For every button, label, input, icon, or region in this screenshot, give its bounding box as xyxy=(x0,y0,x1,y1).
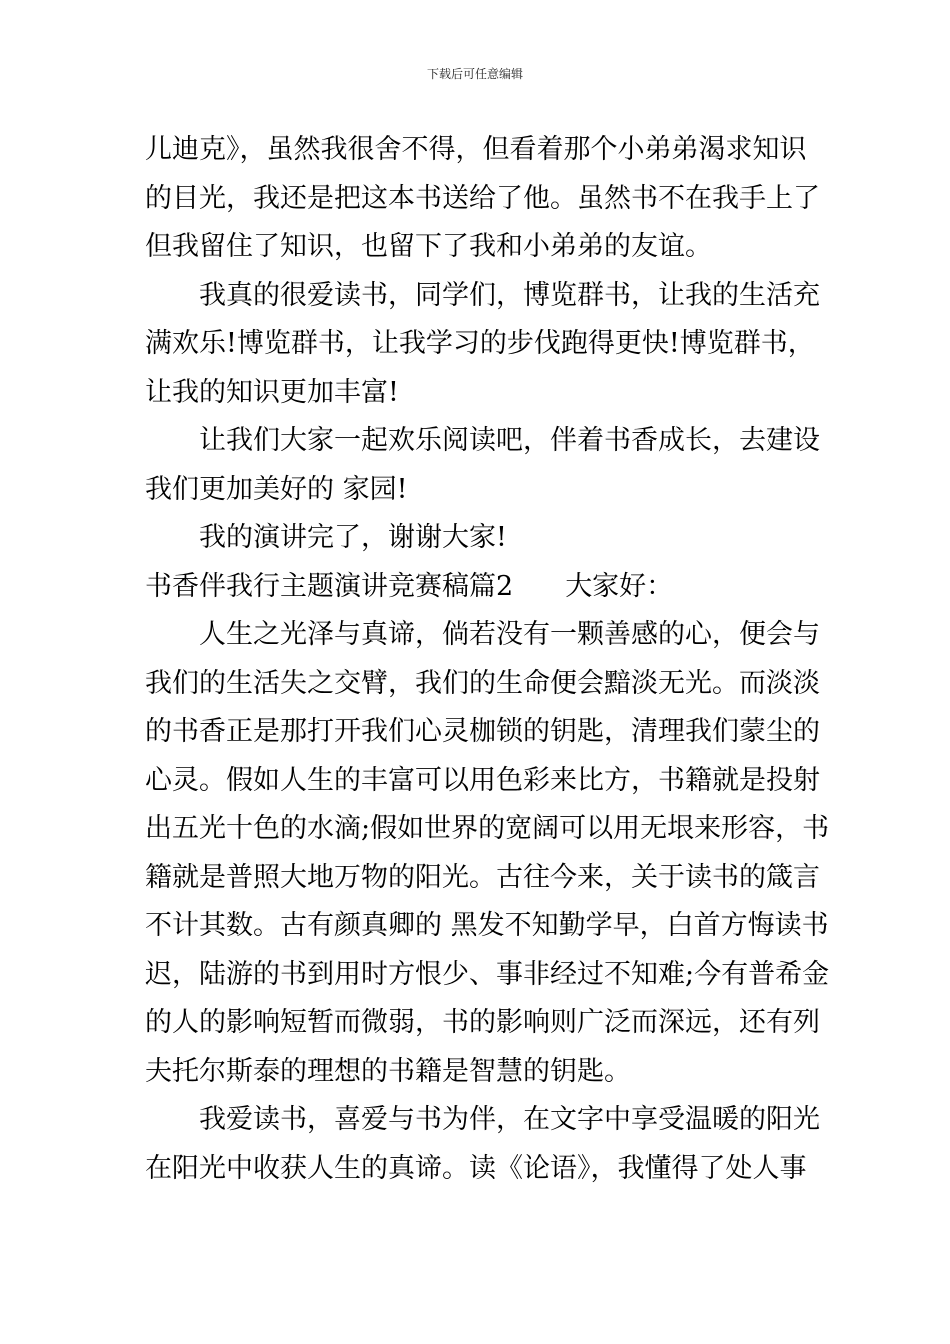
text-line: 我爱读书，喜爱与书为伴，在文字中享受温暖的阳光 xyxy=(199,1104,820,1135)
text-line: 但我留住了知识，也留下了我和小弟弟的友谊。 xyxy=(145,231,712,262)
text-line: 儿迪克》，虽然我很舍不得，但看着那个小弟弟渴求知识 xyxy=(145,134,807,165)
text-line: 的书香正是那打开我们心灵枷锁的钥匙，清理我们蒙尘的 xyxy=(145,716,820,747)
text-line: 出五光十色的水滴;假如世界的宽阔可以用无垠来形容，书 xyxy=(145,813,830,844)
text-line: 籍就是普照大地万物的阳光。古往今来，关于读书的箴言 xyxy=(145,861,820,893)
text-line: 满欢乐!博览群书，让我学习的步伐跑得更快!博览群书， xyxy=(145,328,815,359)
text-line: 不计其数。古有颜真卿的 黑发不知勤学早，白首方悔读书 xyxy=(145,910,829,941)
text-line: 的目光，我还是把这本书送给了他。虽然书不在我手上了 xyxy=(145,182,820,214)
text-line: 我们的生活失之交臂，我们的生命便会黯淡无光。而淡淡 xyxy=(145,667,820,699)
greeting: 大家好： xyxy=(565,570,674,602)
text-line: 让我们大家一起欢乐阅读吧，伴着书香成长，去建设 xyxy=(199,425,820,456)
text-line: 我的演讲完了，谢谢大家! xyxy=(199,522,507,553)
section-title: 书香伴我行主题演讲竞赛稿篇2 xyxy=(145,570,514,602)
document-body xyxy=(145,126,830,1193)
text-line: 我真的很爱读书，同学们，博览群书，让我的生活充 xyxy=(199,279,820,311)
page-header: 下载后可任意编辑 xyxy=(426,67,523,81)
text-line: 的人的影响短暂而微弱，书的影响则广泛而深远，还有列 xyxy=(145,1007,820,1038)
text-line: 夫托尔斯泰的理想的书籍是智慧的钥匙。 xyxy=(145,1055,631,1087)
text-line: 心灵。假如人生的丰富可以用色彩来比方，书籍就是投射 xyxy=(145,764,820,796)
text-line: 在阳光中收获人生的真谛。读《论语》，我懂得了处人事 xyxy=(145,1152,807,1184)
text-line: 人生之光泽与真谛，倘若没有一颗善感的心，便会与 xyxy=(199,619,820,650)
section-title-line xyxy=(145,563,815,612)
text-line: 我们更加美好的 家园! xyxy=(145,473,408,505)
text-line: 迟，陆游的书到用时方恨少、事非经过不知难;今有普希金 xyxy=(145,958,830,990)
text-line: 让我的知识更加丰富! xyxy=(145,376,399,408)
